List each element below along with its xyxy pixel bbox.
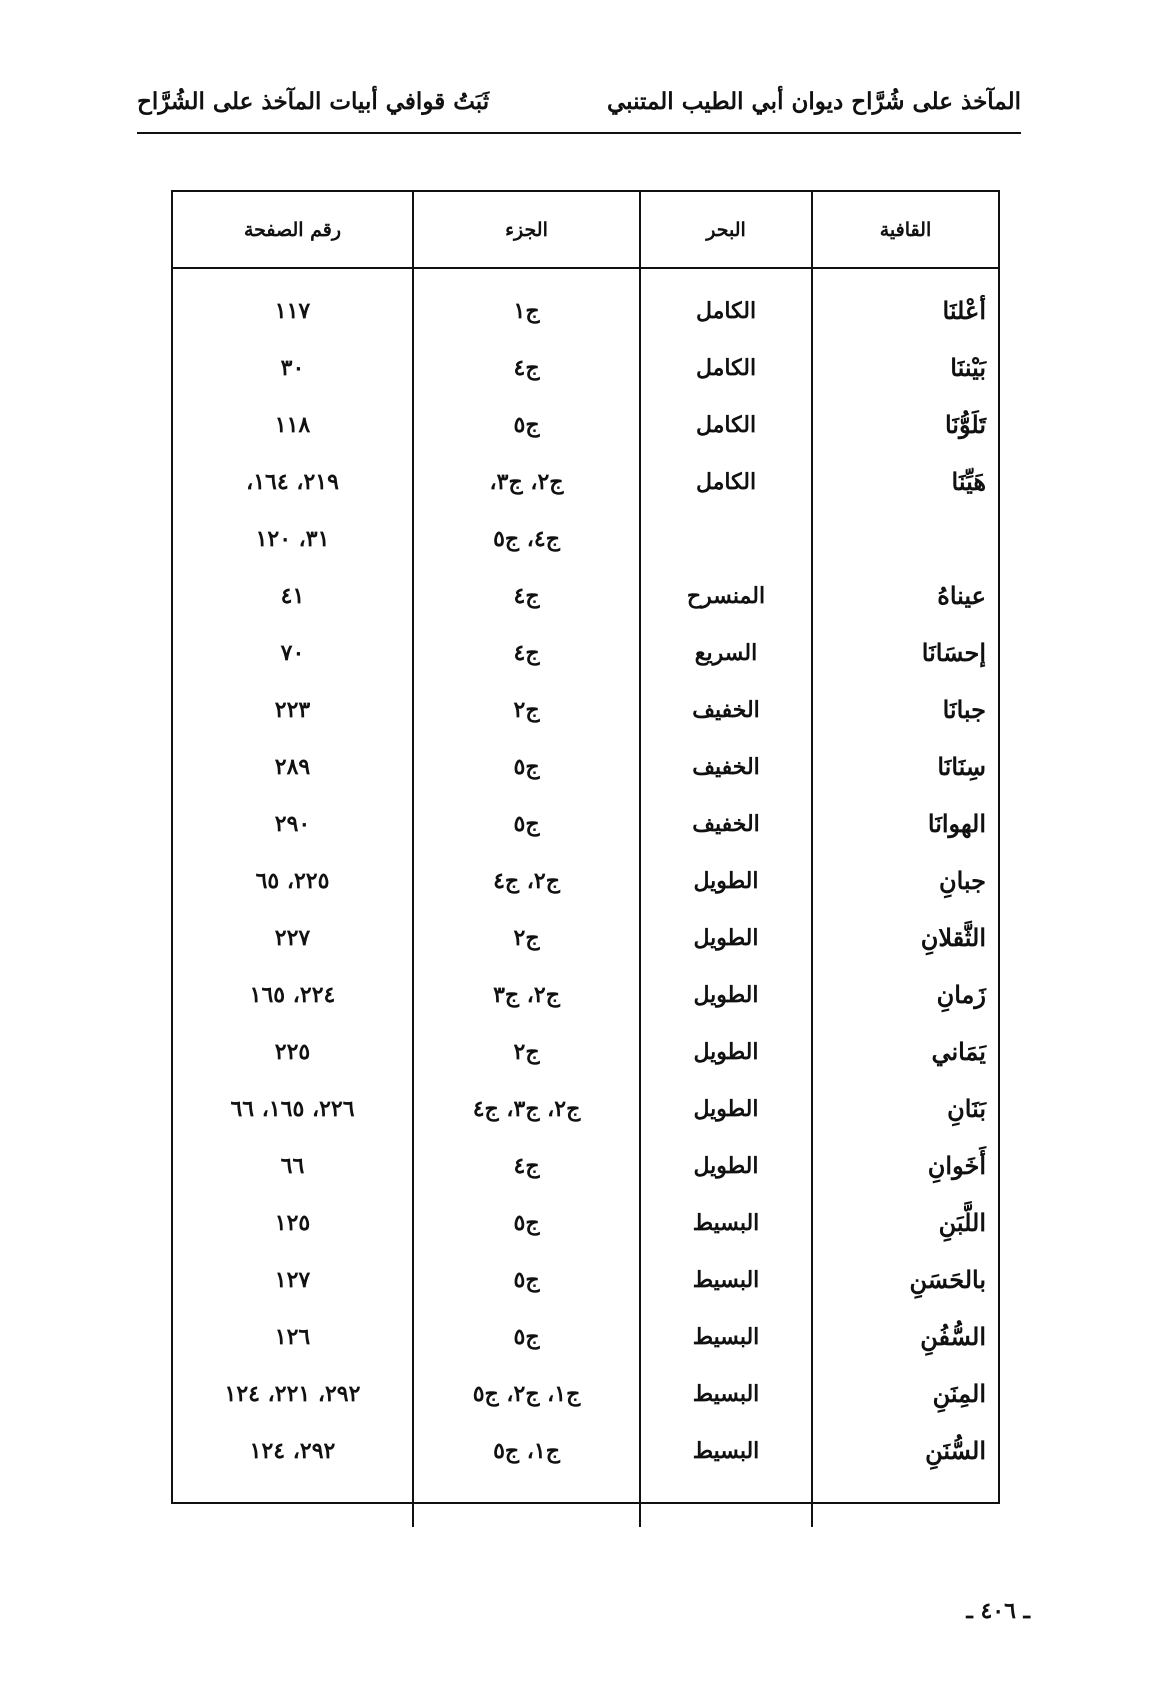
- rhyme-cell: [812, 510, 998, 567]
- part-cell: ج٥: [413, 1194, 640, 1251]
- part-cell: ج١، ج٥: [413, 1422, 640, 1479]
- meter-cell: الطويل: [640, 1080, 812, 1137]
- page-cell: ٦٦: [173, 1137, 413, 1194]
- page-cell: ٢٩٢، ١٢٤: [173, 1422, 413, 1479]
- table-row: [173, 1365, 998, 1422]
- part-cell: ج٥: [413, 738, 640, 795]
- meter-cell: الخفيف: [640, 738, 812, 795]
- meter-cell: الطويل: [640, 1023, 812, 1080]
- part-cell: ج١: [413, 282, 640, 339]
- page-cell: ٤١: [173, 567, 413, 624]
- meter-cell: البسيط: [640, 1422, 812, 1479]
- page-cell: ٢٢٥، ٦٥: [173, 852, 413, 909]
- table-tail-row: [173, 1479, 998, 1527]
- part-cell: ج٤، ج٥: [413, 510, 640, 567]
- table-row: [173, 1251, 998, 1308]
- page-cell: ٢٢٥: [173, 1023, 413, 1080]
- page-number: ـ ٤٠٦ ـ: [966, 1598, 1030, 1624]
- header-page: رقم الصفحة: [173, 192, 413, 268]
- header-rule: [137, 132, 1021, 134]
- part-cell: ج٤: [413, 1137, 640, 1194]
- page-cell: ٣١، ١٢٠: [173, 510, 413, 567]
- meter-cell: الكامل: [640, 453, 812, 510]
- meter-cell: الطويل: [640, 909, 812, 966]
- page-cell: ٢٩٢، ٢٢١، ١٢٤: [173, 1365, 413, 1422]
- part-cell: ج٥: [413, 1251, 640, 1308]
- rhyme-cell: جبانِ: [938, 866, 986, 895]
- part-cell: ج٢، ج٣،: [413, 453, 640, 510]
- meter-cell: السريع: [640, 624, 812, 681]
- part-cell: ج٢: [413, 681, 640, 738]
- rhyme-index-table: [173, 192, 998, 1527]
- table-row: [173, 795, 998, 852]
- rhyme-cell: بَيْننَا: [950, 353, 986, 382]
- header-rhyme: القافية: [812, 192, 998, 268]
- part-cell: ج٢، ج٣: [413, 966, 640, 1023]
- meter-cell: الكامل: [640, 282, 812, 339]
- meter-cell: الطويل: [640, 1137, 812, 1194]
- table-row: [173, 1194, 998, 1251]
- meter-cell: المنسرح: [640, 567, 812, 624]
- part-cell: ج٥: [413, 1308, 640, 1365]
- part-cell: ج٢: [413, 1023, 640, 1080]
- rhyme-cell: إحسَانَا: [921, 638, 986, 667]
- meter-cell: البسيط: [640, 1365, 812, 1422]
- rhyme-cell: أعْلنَا: [942, 296, 986, 325]
- page-cell: ١١٨: [173, 396, 413, 453]
- table-row: [173, 510, 998, 567]
- meter-cell: الطويل: [640, 852, 812, 909]
- table-row: [173, 966, 998, 1023]
- page-cell: ١٢٧: [173, 1251, 413, 1308]
- part-cell: ج٤: [413, 624, 640, 681]
- rhyme-cell: جبانَا: [942, 695, 986, 724]
- rhyme-cell: هَيِّنَا: [951, 467, 986, 496]
- table-row: [173, 852, 998, 909]
- part-cell: ج٤: [413, 339, 640, 396]
- page-cell: ٢٢٧: [173, 909, 413, 966]
- table-row: [173, 1308, 998, 1365]
- header-meter: البحر: [640, 192, 812, 268]
- rhyme-cell: زَمانِ: [936, 980, 986, 1009]
- part-cell: ج٥: [413, 396, 640, 453]
- table-row: [173, 681, 998, 738]
- page-cell: ٢٩٠: [173, 795, 413, 852]
- meter-cell: [640, 510, 812, 567]
- page-cell: ٢٨٩: [173, 738, 413, 795]
- rhyme-cell: بَنَانِ: [947, 1094, 986, 1123]
- rhyme-index-table-frame: [171, 190, 1000, 1504]
- rhyme-cell: السُّنَنِ: [925, 1436, 986, 1465]
- meter-cell: الطويل: [640, 966, 812, 1023]
- rhyme-cell: المِنَنِ: [932, 1379, 986, 1408]
- meter-cell: البسيط: [640, 1194, 812, 1251]
- table-row: [173, 567, 998, 624]
- table-row: [173, 1023, 998, 1080]
- header-part: الجزء: [413, 192, 640, 268]
- table-row: [173, 909, 998, 966]
- table-row: [173, 282, 998, 339]
- table-spacer-row: [173, 268, 998, 282]
- rhyme-cell: اللَّبَنِ: [938, 1208, 986, 1237]
- meter-cell: الكامل: [640, 339, 812, 396]
- rhyme-cell: أَخَوانِ: [927, 1151, 986, 1180]
- table-row: [173, 1422, 998, 1479]
- part-cell: ج٢، ج٤: [413, 852, 640, 909]
- rhyme-cell: سِنَانَا: [937, 752, 986, 781]
- page-cell: ٢٢٤، ١٦٥: [173, 966, 413, 1023]
- part-cell: ج٥: [413, 795, 640, 852]
- running-head: [137, 82, 1021, 134]
- table-row: [173, 738, 998, 795]
- rhyme-cell: الهوانَا: [927, 809, 986, 838]
- part-cell: ج١، ج٢، ج٥: [413, 1365, 640, 1422]
- part-cell: ج٢، ج٣، ج٤: [413, 1080, 640, 1137]
- part-cell: ج٤: [413, 567, 640, 624]
- page-cell: ٧٠: [173, 624, 413, 681]
- rhyme-cell: يَمَاني: [931, 1037, 986, 1066]
- table-row: [173, 624, 998, 681]
- table-row: [173, 1137, 998, 1194]
- meter-cell: البسيط: [640, 1308, 812, 1365]
- meter-cell: الخفيف: [640, 795, 812, 852]
- rhyme-cell: عيناهُ: [937, 581, 986, 610]
- page-cell: ٢١٩، ١٦٤،: [173, 453, 413, 510]
- meter-cell: البسيط: [640, 1251, 812, 1308]
- table-row: [173, 339, 998, 396]
- meter-cell: الخفيف: [640, 681, 812, 738]
- page-cell: ٣٠: [173, 339, 413, 396]
- table-row: [173, 1080, 998, 1137]
- rhyme-cell: بالحَسَنِ: [909, 1265, 986, 1294]
- table-header-row: [173, 192, 998, 268]
- rhyme-cell: السُّفُنِ: [920, 1322, 986, 1351]
- page-cell: ٢٢٣: [173, 681, 413, 738]
- page-cell: ٢٢٦، ١٦٥، ٦٦: [173, 1080, 413, 1137]
- rhyme-cell: تَلَوُّنَا: [944, 410, 986, 439]
- book-title: المآخذ على شُرَّاح ديوان أبي الطيب المتنبي: [607, 88, 1021, 115]
- part-cell: ج٢: [413, 909, 640, 966]
- table-row: [173, 453, 998, 510]
- table-row: [173, 396, 998, 453]
- page-cell: ١٢٦: [173, 1308, 413, 1365]
- page-cell: ١٢٥: [173, 1194, 413, 1251]
- page-cell: ١١٧: [173, 282, 413, 339]
- section-title: ثَبَتُ قوافي أبيات المآخذ على الشُرَّاح: [137, 88, 490, 115]
- meter-cell: الكامل: [640, 396, 812, 453]
- rhyme-cell: الثَّقلانِ: [920, 923, 986, 952]
